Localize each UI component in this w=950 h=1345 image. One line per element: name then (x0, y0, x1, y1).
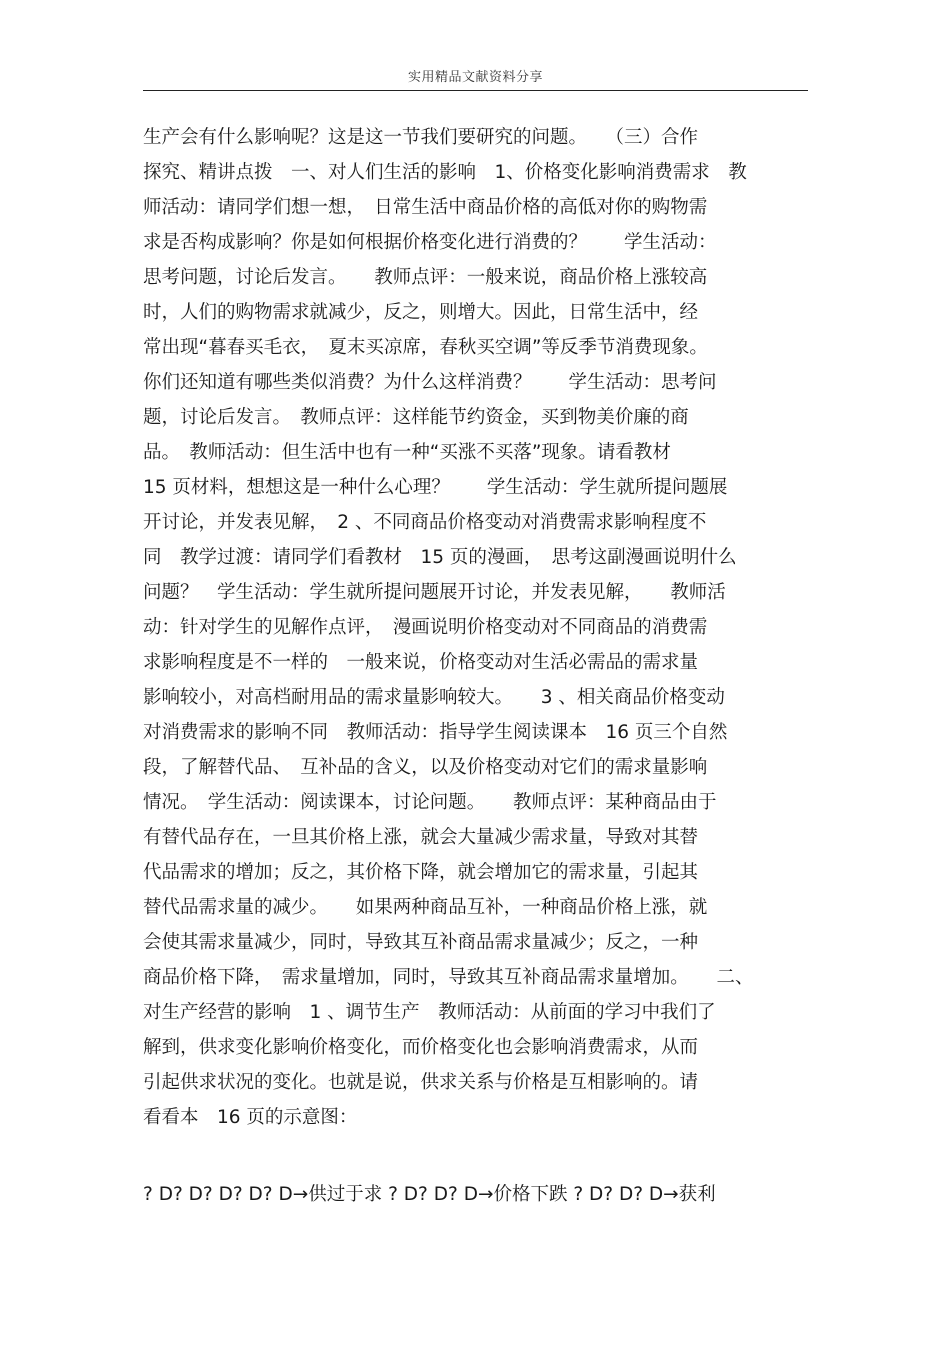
text-line: 解到，供求变化影响价格变化，而价格变化也会影响消费需求，从而 (143, 1037, 699, 1058)
running-header: 实用精品文献资料分享 (407, 70, 543, 85)
text-line: 对消费需求的影响不同 教师活动：指导学生阅读课本 16 页三个自然 (143, 722, 728, 743)
text-line: 求是否构成影响？你是如何根据价格变化进行消费的？ 学生活动： (143, 232, 717, 253)
text-line: 时，人们的购物需求就减少，反之，则增大。因此，日常生活中，经 (143, 302, 699, 323)
body-text (143, 120, 813, 1135)
text-line: 同 教学过渡：请同学们看教材 15 页的漫画， 思考这副漫画说明什么 (143, 547, 737, 568)
text-line: 会使其需求量减少，同时，导致其互补商品需求量减少；反之，一种 (143, 932, 699, 953)
text-line: 探究、精讲点拨 一、对人们生活的影响 1、价格变化影响消费需求 教 (143, 162, 747, 183)
text-line: 引起供求状况的变化。也就是说，供求关系与价格是互相影响的。请 (143, 1072, 699, 1093)
text-line: 开讨论，并发表见解， 2 、不同商品价格变动对消费需求影响程度不 (143, 512, 707, 533)
text-line: 影响较小，对高档耐用品的需求量影响较大。 3 、相关商品价格变动 (143, 687, 725, 708)
text-line: 商品价格下降， 需求量增加，同时，导致其互补商品需求量增加。 二、 (143, 967, 754, 988)
text-line: 求影响程度是不一样的 一般来说，价格变动对生活必需品的需求量 (143, 652, 699, 673)
text-line: 常出现“暮春买毛衣， 夏末买凉席，春秋买空调”等反季节消费现象。 (143, 337, 708, 358)
text-line: 问题？ 学生活动：学生就所提问题展开讨论，并发表见解， 教师活 (143, 582, 726, 603)
text-line: 15 页材料，想想这是一种什么心理？ 学生活动：学生就所提问题展 (143, 477, 728, 498)
text-line: 题，讨论后发言。 教师点评：这样能节约资金，买到物美价廉的商 (143, 407, 689, 428)
text-line: 品。 教师活动：但生活中也有一种“买涨不买落”现象。请看教材 (143, 442, 671, 463)
text-line: 段，了解替代品、 互补品的含义，以及价格变动对它们的需求量影响 (143, 757, 708, 778)
text-line: 情况。 学生活动：阅读课本，讨论问题。 教师点评：某种商品由于 (143, 792, 717, 813)
text-line: 替代品需求量的减少。 如果两种商品互补，一种商品价格上涨，就 (143, 897, 708, 918)
text-line: 对生产经营的影响 1 、调节生产 教师活动：从前面的学习中我们了 (143, 1002, 716, 1023)
text-line: 你们还知道有哪些类似消费？为什么这样消费？ 学生活动：思考问 (143, 372, 717, 393)
text-line: 生产会有什么影响呢？这是这一节我们要研究的问题。 （三）合作 (143, 127, 699, 148)
text-line: 动：针对学生的见解作点评， 漫画说明价格变动对不同商品的消费需 (143, 617, 708, 638)
text-line: 师活动：请同学们想一想， 日常生活中商品价格的高低对你的购物需 (143, 197, 708, 218)
text-line: 看看本 16 页的示意图： (143, 1107, 358, 1128)
flow-diagram-text: ? D? D? D? D? D→供过于求 ? D? D? D→价格下跌 ? D? D? D→获利 (143, 1184, 716, 1205)
header-divider (143, 90, 808, 91)
text-line: 思考问题，讨论后发言。 教师点评：一般来说，商品价格上涨较高 (143, 267, 708, 288)
text-line: 有替代品存在，一旦其价格上涨，就会大量减少需求量，导致对其替 (143, 827, 699, 848)
text-line: 代品需求的增加；反之，其价格下降，就会增加它的需求量，引起其 (143, 862, 699, 883)
